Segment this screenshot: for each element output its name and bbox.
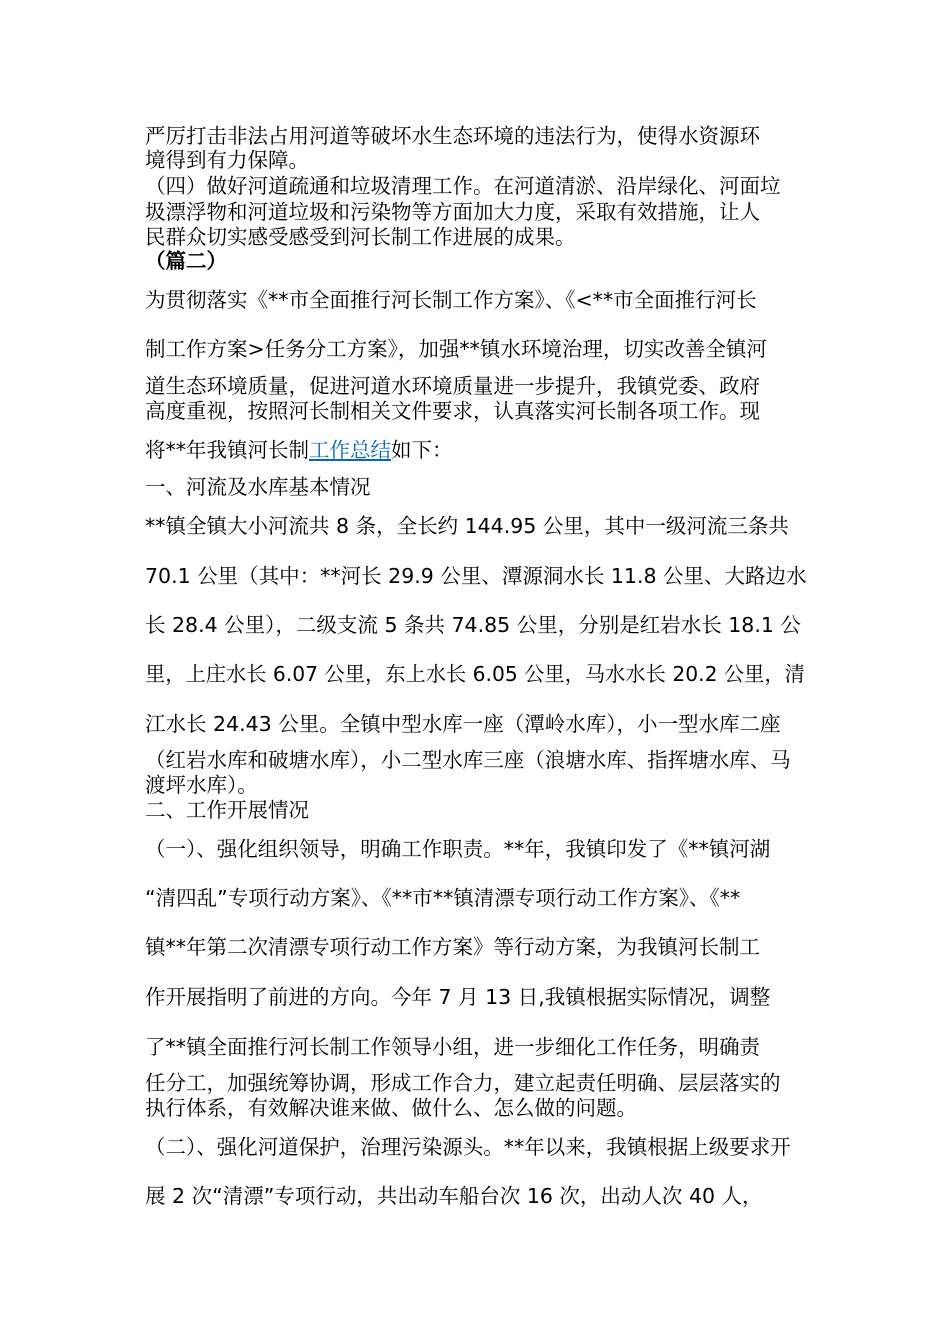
paragraph-6-line-2: 展 2 次“清漂”专项行动，共出动车船台次 16 次，出动人次 40 人， (145, 1184, 763, 1208)
work-summary-link[interactable]: 工作总结 (309, 438, 391, 462)
paragraph-4-line-3: 长 28.4 公里），二级支流 5 条共 74.85 公里，分别是红岩水长 18.1 公 (145, 613, 801, 637)
paragraph-5-line-7: 执行体系，有效解决谁来做、做什么、怎么做的问题。 (145, 1096, 637, 1120)
paragraph-3-line-4: 高度重视，按照河长制相关文件要求，认真落实河长制各项工作。现 (145, 399, 760, 423)
paragraph-4-line-2: 70.1 公里（其中：**河长 29.9 公里、潭源洞水长 11.8 公里、大路边水 (145, 564, 807, 588)
paragraph-2-line-1: （四）做好河道疏通和垃圾清理工作。在河道清淤、沿岸绿化、河面垃 (145, 174, 781, 198)
paragraph-5-line-6: 任分工，加强统筹协调，形成工作合力，建立起责任明确、层层落实的 (145, 1071, 781, 1095)
paragraph-2-line-3: 民群众切实感受感受到河长制工作进展的成果。 (145, 225, 576, 249)
heading-river-basics: 一、河流及水库基本情况 (145, 475, 371, 499)
paragraph-4-line-6: （红岩水库和破塘水库），小二型水库三座（浪塘水库、指挥塘水库、马 (145, 748, 791, 772)
paragraph-5-line-2: “清四乱”专项行动方案》、《**市**镇清漂专项行动工作方案》、《** (145, 886, 741, 910)
paragraph-3-line-5 (145, 437, 453, 463)
paragraph-3-line-5-text-after: 如下： (391, 438, 453, 462)
heading-work-progress: 二、工作开展情况 (145, 798, 309, 822)
paragraph-5-line-4: 作开展指明了前进的方向。今年 7 月 13 日,我镇根据实际情况，调整 (145, 985, 771, 1009)
paragraph-3-line-3: 道生态环境质量，促进河道水环境质量进一步提升，我镇党委、政府 (145, 374, 760, 398)
paragraph-4-line-7: 渡坪水库）。 (145, 773, 258, 797)
paragraph-2-line-2: 圾漂浮物和河道垃圾和污染物等方面加大力度，采取有效措施，让人 (145, 200, 760, 224)
paragraph-1-line-2: 境得到有力保障。 (145, 148, 309, 172)
paragraph-3-line-2: 制工作方案>任务分工方案》，加强**镇水环境治理，切实改善全镇河 (145, 337, 767, 361)
paragraph-4-line-1: **镇全镇大小河流共 8 条，全长约 144.95 公里，其中一级河流三条共 (145, 514, 789, 538)
paragraph-1-line-1: 严厉打击非法占用河道等破坏水生态环境的违法行为，使得水资源环 (145, 124, 760, 148)
section-heading: （篇二） (145, 249, 227, 273)
paragraph-3-line-5-text-before: 将**年我镇河长制 (145, 438, 309, 462)
paragraph-3-line-1: 为贯彻落实《**市全面推行河长制工作方案》、《<**市全面推行河长 (145, 288, 757, 312)
paragraph-5-line-1: （一）、强化组织领导，明确工作职责。**年，我镇印发了《**镇河湖 (145, 837, 771, 861)
paragraph-6-line-1: （二）、强化河道保护，治理污染源头。**年以来，我镇根据上级要求开 (145, 1135, 791, 1159)
paragraph-5-line-5: 了**镇全面推行河长制工作领导小组，进一步细化工作任务，明确责 (145, 1035, 760, 1059)
paragraph-5-line-3: 镇**年第二次清漂专项行动工作方案》等行动方案，为我镇河长制工 (145, 935, 760, 959)
paragraph-4-line-4: 里，上庄水长 6.07 公里，东上水长 6.05 公里，马水水长 20.2 公里，清 (145, 662, 805, 686)
paragraph-4-line-5: 江水长 24.43 公里。全镇中型水库一座（潭岭水库），小一型水库二座 (145, 712, 781, 736)
